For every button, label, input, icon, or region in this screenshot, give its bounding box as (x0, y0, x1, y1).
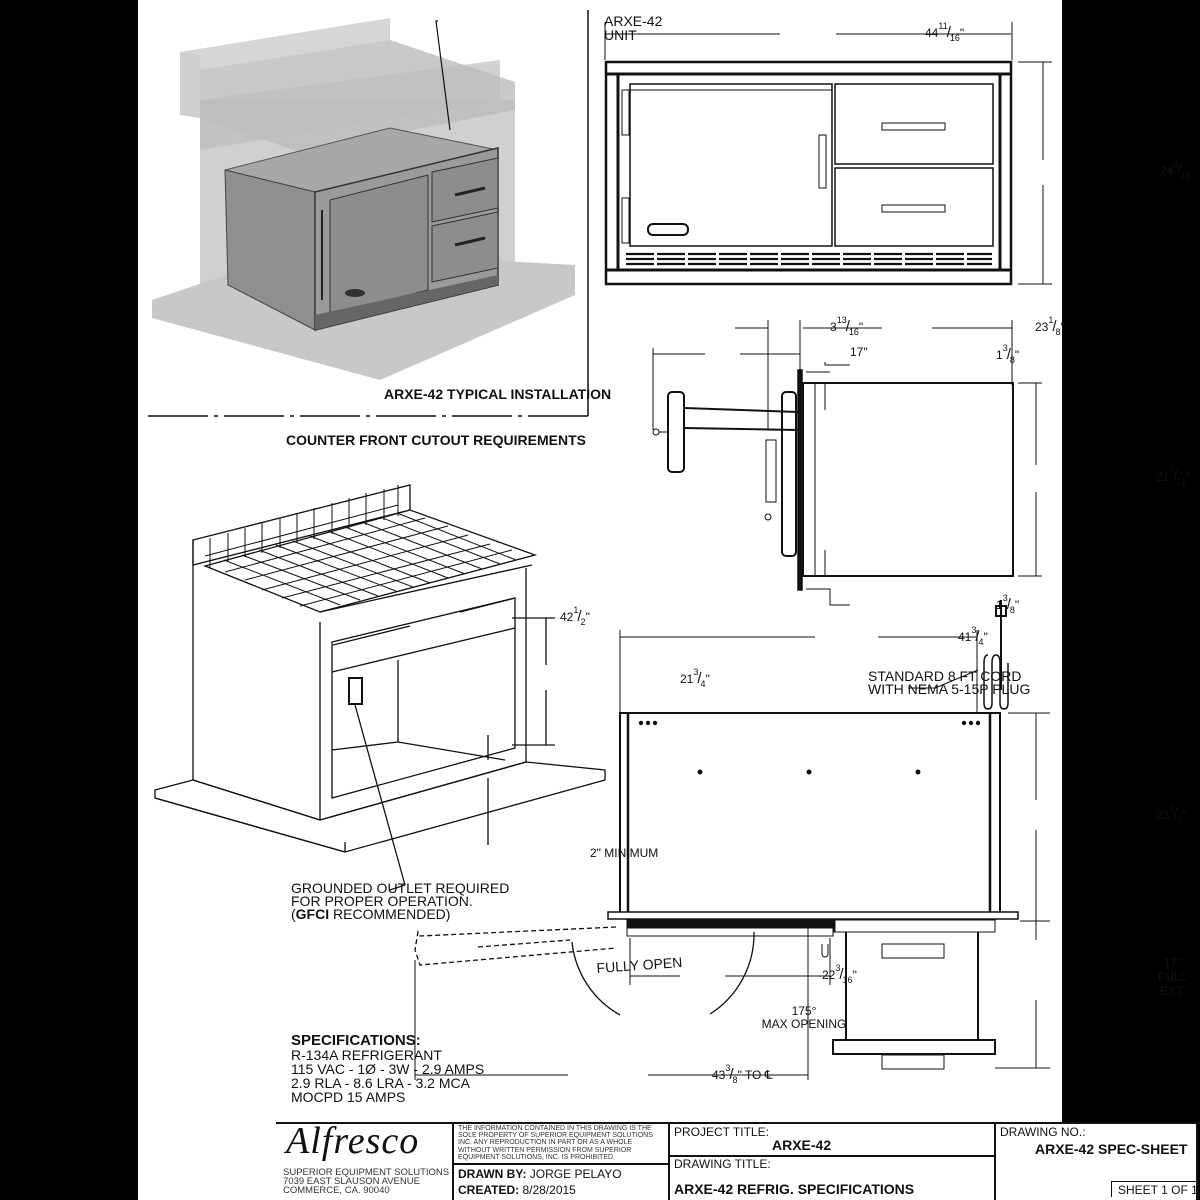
top-depth-dimension: $23^1/_8$" (1156, 803, 1186, 825)
minimum-clearance-label: 2" MINIMUM (590, 846, 659, 860)
centerline-dimension: $43^3/_8$" TO ℄ (712, 1063, 773, 1085)
spec-line: 2.9 RLA - 8.6 LRA - 3.2 MCA (291, 1075, 470, 1091)
copyright-notice: THE INFORMATION CONTAINED IN THIS DRAWING IS THE SOLE PROPERTY OF SUPERIOR EQUIPMENT SOLUTIONS INC. ANY REPRODUCTION IN PART OR AS A WHOLE WITHOUT WRITTEN PERMISSION FROM SUPERIOR EQUIPMENT SOLUTIONS, INC. IS PROHIBITED. (458, 1125, 653, 1161)
front-height-dimension: $24^3/_{16}$" (1160, 159, 1195, 181)
specifications-block (291, 1034, 484, 1104)
front-view (605, 22, 1052, 284)
fully-open-label: FULLY OPEN (596, 954, 683, 976)
installation-illustration (152, 18, 575, 380)
front-width-dimension: $44^{11}/_{16}$" (925, 21, 965, 43)
drawn-by: DRAWN BY: JORGE PELAYO (458, 1167, 622, 1181)
unit-callout (604, 14, 662, 42)
gfci-emphasis: GFCI (295, 906, 330, 922)
drawing-title: ARXE-42 REFRIG. SPECIFICATIONS (674, 1181, 915, 1197)
created-date: CREATED: 8/28/2015 (458, 1183, 576, 1197)
callout-line-2: UNIT (604, 27, 637, 43)
cutout-width-dimension: $42^1/_2$" (560, 605, 590, 627)
side-view (653, 315, 1042, 605)
callout-line-1: ARXE-42 (604, 13, 663, 29)
handle-depth-dimension: $3^{13}/_{16}$" (830, 315, 864, 337)
bottom-offset-dimension: $1^3/_8$" (996, 593, 1020, 615)
door-swing-dimension: 17" (850, 345, 868, 359)
cord-note: STANDARD 8 FT CORD WITH NEMA 5-15P PLUG (868, 668, 1031, 697)
cutout-height-dimension: $21^3/_4$" (680, 667, 710, 689)
door-width-dimension: $22^3/_{16}$" (822, 963, 857, 985)
side-height-dimension: $21^7/_{16}$" (1156, 465, 1191, 487)
project-title: ARXE-42 (772, 1137, 832, 1153)
company-address: SUPERIOR EQUIPMENT SOLUTIONS 7039 EAST SLAUSON AVENUE COMMERCE, CA. 90040 (283, 1167, 450, 1196)
top-width-dimension: $41^3/_4$" (958, 625, 988, 647)
specifications-title: SPECIFICATIONS: (291, 1032, 421, 1049)
outlet-note: GROUNDED OUTLET REQUIRED FOR PROPER OPERATION. (GFCI RECOMMENDED) (291, 880, 510, 922)
spec-line: R-134A REFRIGERANT (291, 1047, 442, 1063)
top-offset-dimension: $1^3/_8$" (996, 343, 1020, 365)
spec-sheet (138, 0, 1198, 1200)
full-extension-dimension: 17" FULL EXT. (1158, 956, 1188, 998)
depth-dimension: $23^1/_8$" (1035, 315, 1065, 337)
alfresco-logo: Alfresco (286, 1120, 420, 1162)
drawing-no-label: DRAWING NO.: (1000, 1125, 1086, 1139)
technical-drawings (138, 0, 1062, 1200)
sheet-number: SHEET 1 OF 1 (1111, 1181, 1200, 1197)
drawing-number: ARXE-42 SPEC-SHEET (1035, 1141, 1188, 1157)
max-opening-label: 175° MAX OPENING (761, 1004, 847, 1031)
drawing-title-label: DRAWING TITLE: (674, 1157, 771, 1171)
cutout-heading: COUNTER FRONT CUTOUT REQUIREMENTS (286, 432, 586, 448)
spec-line: MOCPD 15 AMPS (291, 1089, 406, 1105)
installation-caption: ARXE-42 TYPICAL INSTALLATION (384, 386, 612, 402)
spec-line: 115 VAC - 1Ø - 3W - 2.9 AMPS (291, 1061, 485, 1077)
project-title-label: PROJECT TITLE: (674, 1125, 769, 1139)
